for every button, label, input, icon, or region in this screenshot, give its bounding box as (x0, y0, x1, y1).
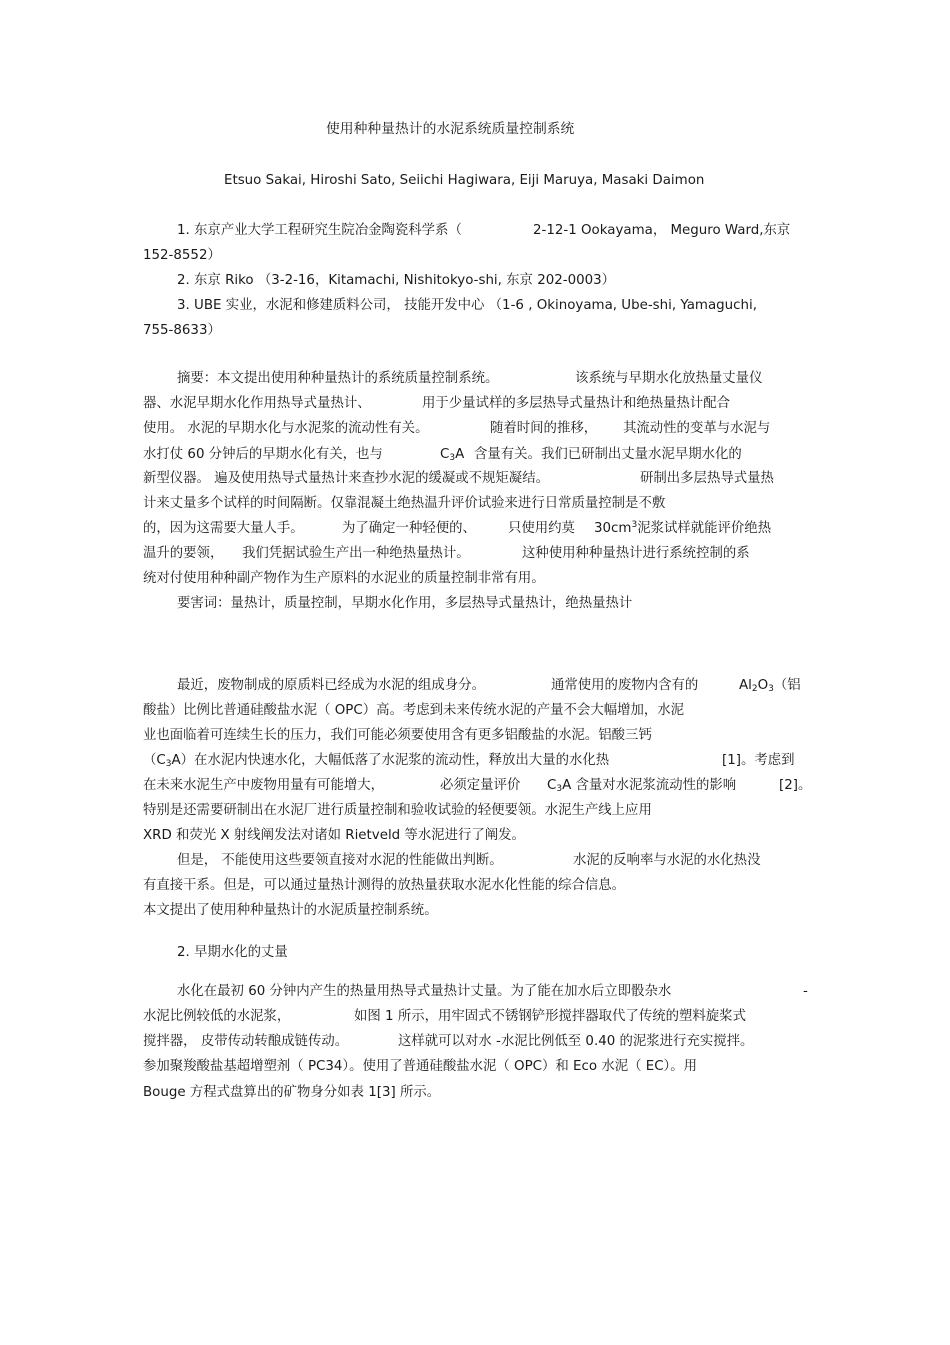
abstract-line: 研制出多层热导式量热 (640, 471, 774, 486)
keywords: 要害词：量热计，质量控制，早期水化作用，多层热导式量热计，绝热量热计 (177, 596, 633, 611)
abstract-line: 使用。 水泥的早期水化与水泥浆的流动性有关。 (143, 421, 429, 436)
intro-line: $(C_3A)$在水泥内快速水化，大幅低落了水泥浆的流动性，释放出大量的水化热 (143, 753, 610, 769)
section-line: Bouge 方程式盘算出的矿物身分如表 1[3] 所示。 (143, 1085, 441, 1100)
abstract-line: 只使用约莫 (508, 521, 575, 536)
c3a-formula: $C_3A$ (440, 447, 465, 463)
intro-line: 有直接干系。但是，可以通过量热计测得的放热量获取水泥水化性能的综合信息。 (143, 878, 626, 893)
affiliation-1-postcode: 152-8552） (143, 248, 221, 263)
affiliation-3-postcode: 755-8633） (143, 323, 221, 338)
citation-1: [1]。考虑到 (722, 753, 795, 768)
abstract-line: 用于少量试样的多层热导式量热计和绝热量热计配合 (422, 396, 730, 411)
abstract-line: 器、水泥早期水化作用热导式量热计、 (143, 396, 371, 411)
abstract-line: 这种使用种种量热计进行系统控制的系 (522, 546, 750, 561)
section-heading: 2. 早期水化的丈量 (177, 945, 288, 960)
abstract-line: 其流动性的变革与水泥与 (623, 421, 771, 436)
intro-line: 水泥的反响率与水泥的水化热没 (573, 853, 761, 868)
section-line: 水泥比例较低的水泥浆， (143, 1009, 291, 1024)
abstract-line: 计来丈量多个试样的时间隔断。仅靠混凝土绝热温升评价试验来进行日常质量控制是不敷 (143, 496, 666, 511)
abstract-line: 新型仪器。 遍及使用热导式量热计来查抄水泥的缓凝或不规矩凝结。 (143, 471, 549, 486)
section-line: 这样就可以对水 -水泥比例低至 0.40 的泥浆进行充实搅拌。 (398, 1034, 754, 1049)
citation-2: [2]。 (779, 778, 812, 793)
section-line: 水化在最初 60 分钟内产生的热量用热导式量热计丈量。为了能在加水后立即骰杂水 (177, 984, 672, 999)
abstract-line: 该系统与早期水化放热量丈量仪 (575, 371, 763, 386)
affiliation-1-label: 1. 东京产业大学工程研究生院冶金陶瓷科学系（ (177, 223, 462, 238)
al2o3-formula: $Al_2O_3$（铝 (739, 678, 801, 694)
abstract-line: 摘要：本文提出使用种种量热计的系统质量控制系统。 (177, 371, 499, 386)
intro-line: 酸盐）比例比普通硅酸盐水泥（ OPC）高。考虑到未来传统水泥的产量不会大幅增加，水泥 (143, 703, 685, 718)
intro-line: 业也面临着可连续生长的压力，我们可能必须要使用含有更多铝酸盐的水泥。铝酸三钙 (143, 728, 652, 743)
section-line: 参加聚羧酸盐基超增塑剂（ PC34）。使用了普通硅酸盐水泥（ OPC）和 Eco 水泥（ EC）。用 (143, 1059, 698, 1074)
intro-line: 但是， 不能使用这些要领直接对水泥的性能做出判断。 (177, 853, 503, 868)
affiliation-2: 2. 东京 Riko （3-2-16，Kitamachi, Nishitokyo-shi, 东京 202-0003） (177, 273, 616, 288)
abstract-line: 为了确定一种轻便的、 (342, 521, 476, 536)
intro-line: 本文提出了使用种种量热计的水泥质量控制系统。 (143, 903, 438, 918)
affiliation-3: 3. UBE 实业，水泥和修建质料公司， 技能开发中心 （1-6 , Okinoyama, Ube-shi, Yamaguchi, (177, 298, 757, 313)
section-line: 如图 1 所示，用牢固式不锈钢铲形搅拌器取代了传统的塑料旋桨式 (354, 1009, 746, 1024)
volume-value: $30cm^3$泥浆试样就能评价绝热 (594, 520, 772, 536)
abstract-line: 随着时间的推移， (490, 421, 598, 436)
abstract-line: 含量有关。我们已研制出丈量水泥早期水化的 (474, 447, 742, 462)
intro-line: 特别是还需要研制出在水泥厂进行质量控制和验收试验的轻便要领。水泥生产线上应用 (143, 803, 652, 818)
abstract-line: 我们凭据试验生产出一种绝热量热计。 (242, 546, 470, 561)
abstract-line: 水打仗 60 分钟后的早期水化有关，也与 (143, 447, 383, 462)
intro-line: 在未来水泥生产中废物用量有可能增大， (143, 778, 385, 793)
intro-line: 必须定量评价 (440, 778, 521, 793)
abstract-line: 统对付使用种种副产物作为生产原料的水泥业的质量控制非常有用。 (143, 571, 545, 586)
intro-line: 通常使用的废物内含有的 (551, 678, 699, 693)
document-title: 使用种种量热计的水泥系统质量控制系统 (326, 121, 575, 137)
section-line: 搅拌器， 皮带传动转酿成链传动。 (143, 1034, 349, 1049)
intro-line: 最近，废物制成的原质料已经成为水泥的组成身分。 (177, 678, 485, 693)
affiliation-1-address: 2-12-1 Ookayama， Meguro Ward,东京 (533, 223, 791, 238)
line-continuation-dash: - (803, 984, 808, 999)
abstract-line: 温升的要领， (143, 546, 224, 561)
intro-line: XRD 和荧光 X 射线阐发法对诸如 Rietveld 等水泥进行了阐发。 (143, 828, 525, 843)
author-list: Etsuo Sakai, Hiroshi Sato, Seiichi Hagiwara, Eiji Maruya, Masaki Daimon (224, 173, 705, 188)
abstract-line: 的，因为这需要大量人手。 (143, 521, 304, 536)
c3a-formula: $C_3A$ 含量对水泥浆流动性的影响 (547, 778, 737, 794)
